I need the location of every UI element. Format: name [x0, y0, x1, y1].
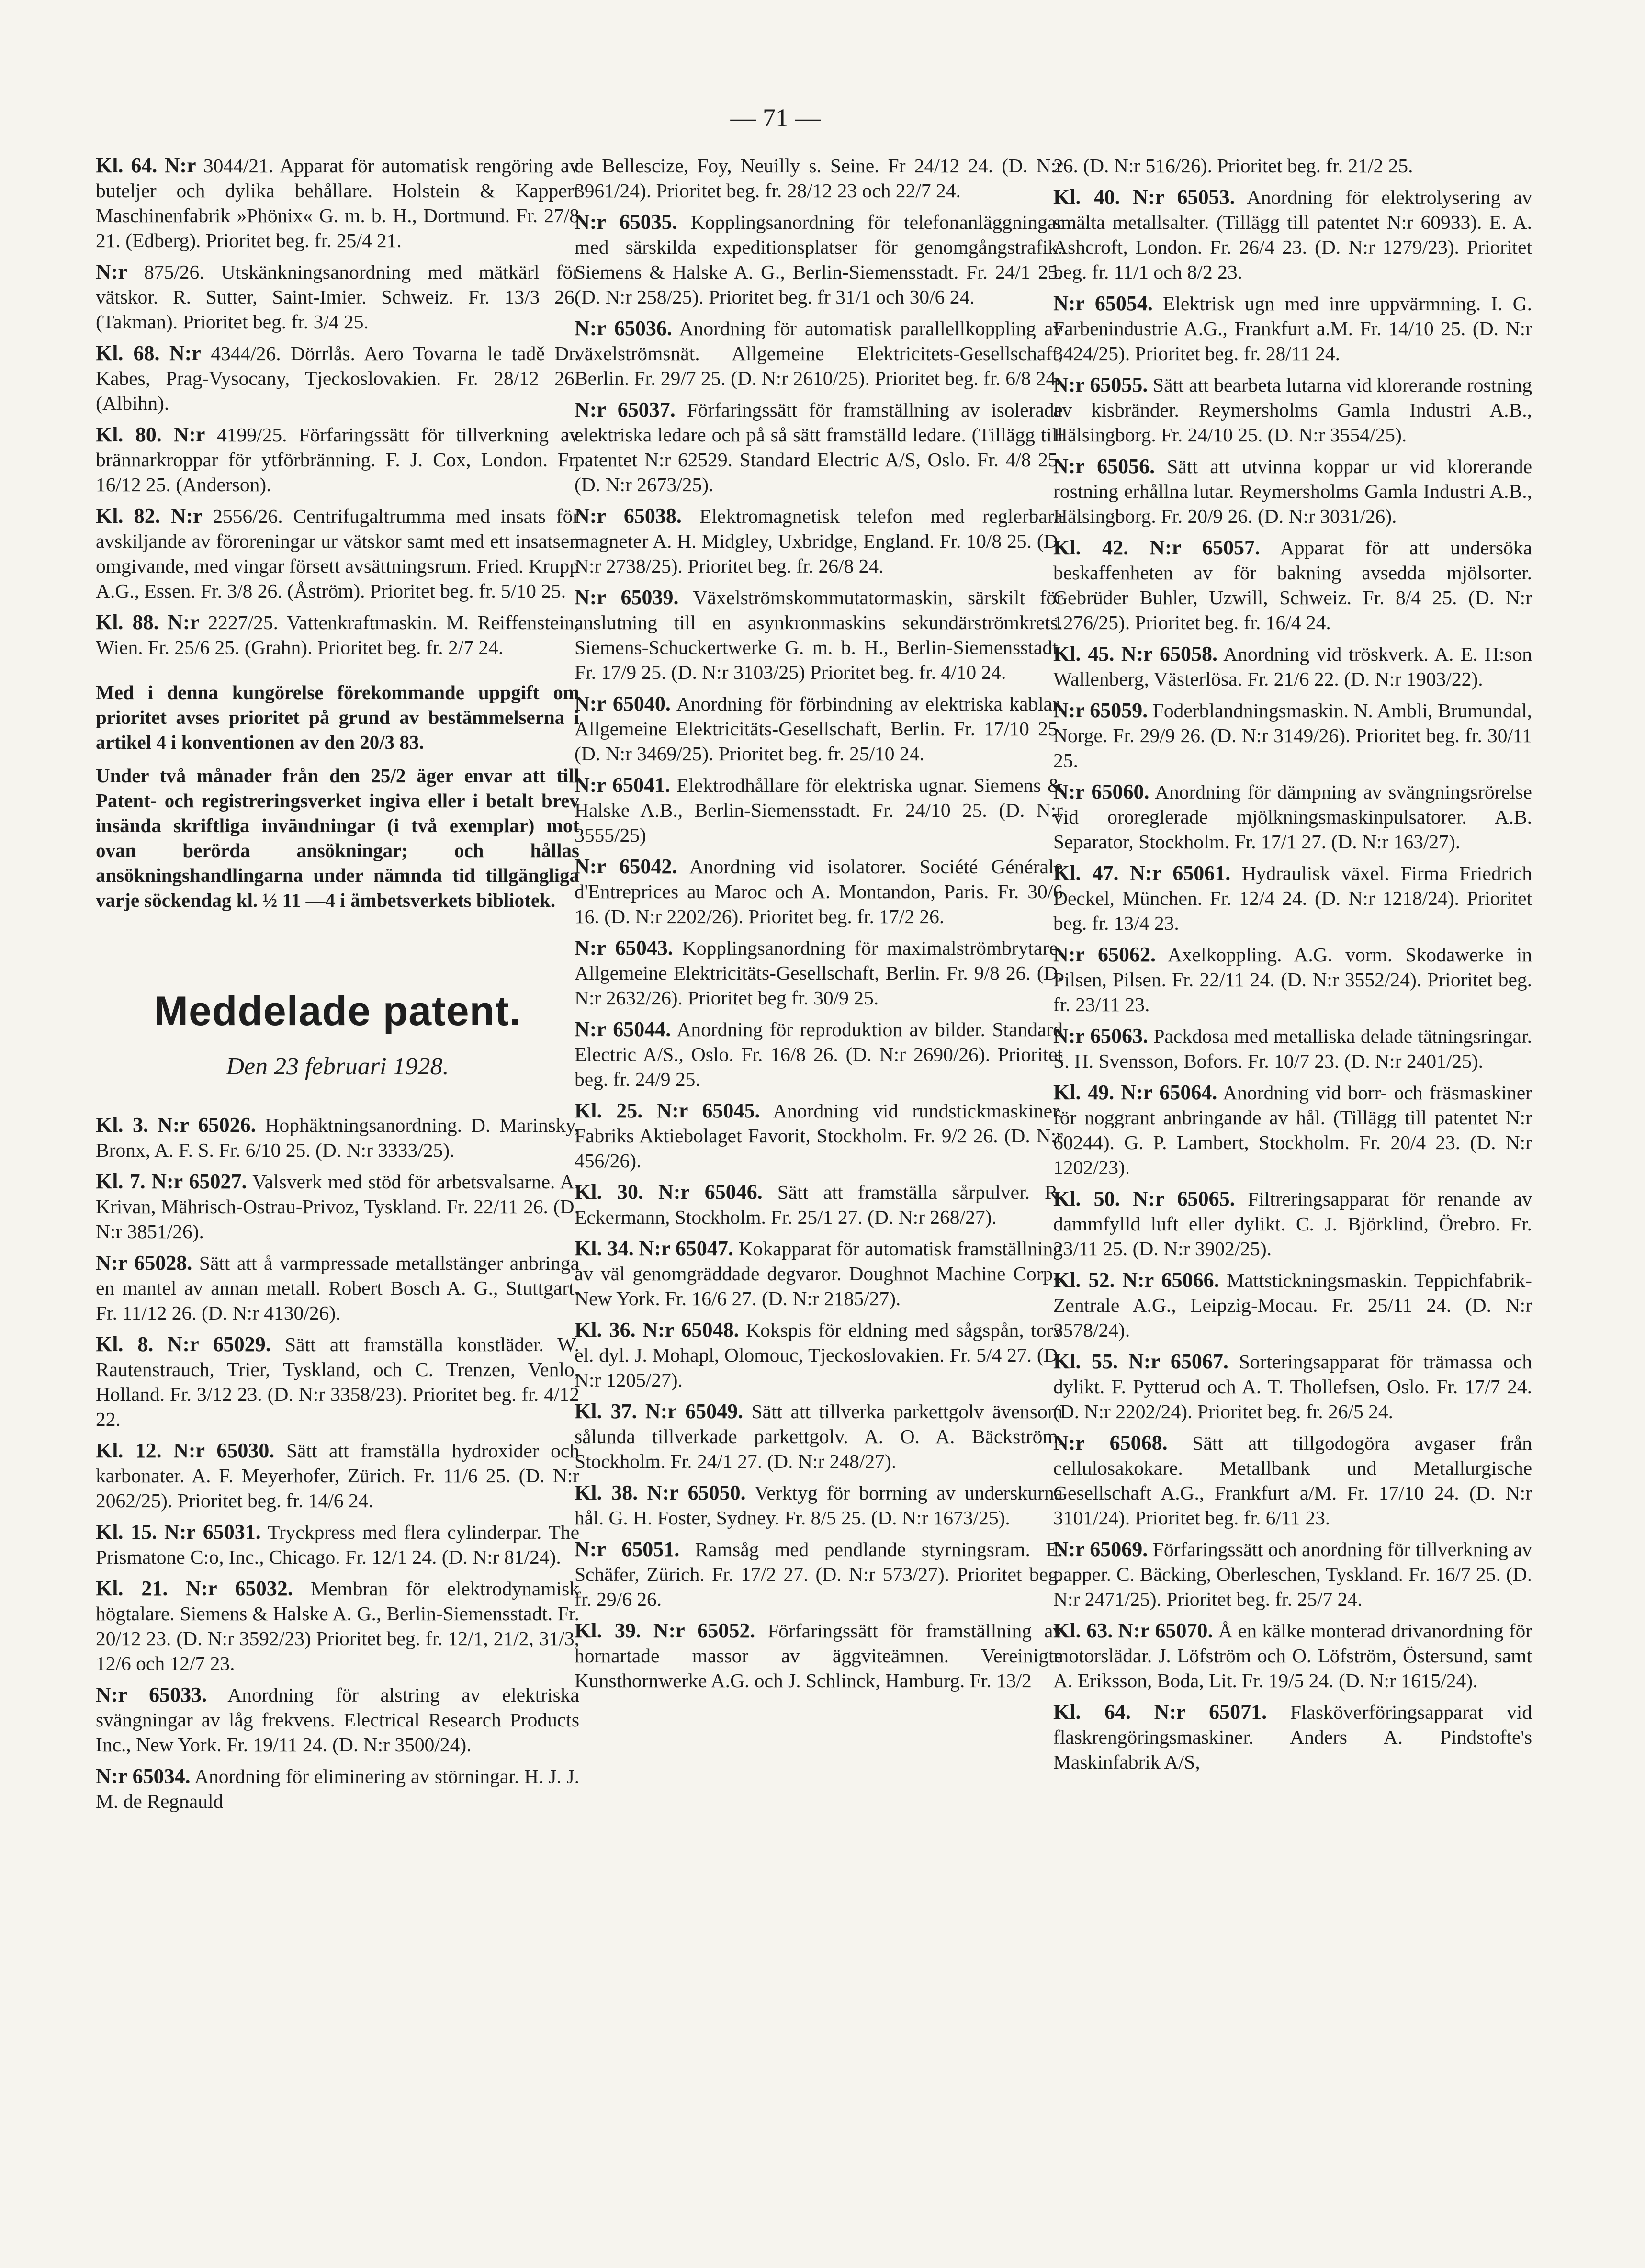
class-label: Kl. 80.: [96, 423, 162, 446]
objection-notice: Under två månader från den 25/2 äger envar att till Patent- och registreringsverket ingiva eller i betalt brev insända skriftliga invändningar (i två exemplar) mot ovan berörda ansökningar; och hållas ansökningshandlingarna under nämnda tid tillgängliga varje söckendag kl. ½ 11 —4 i ämbetsverkets bibliotek.: [96, 765, 579, 911]
patent-entry: [1053, 535, 1532, 635]
class-label: Kl. 63.: [1053, 1619, 1113, 1642]
class-label: Kl. 34.: [575, 1237, 634, 1260]
patent-entry: [1053, 291, 1532, 366]
entry-text: Sätt att utvinna koppar ur vid klorerande rostning erhållna lutar. Reymersholms Gamla Industri A.B., Hälsingborg. Fr. 20/9 26. (D. N:r 3031/26).: [1053, 455, 1532, 527]
patent-number: N:r 65032.: [185, 1577, 293, 1600]
entry-text: 2556/26. Centrifugaltrumma med insats för avskiljande av föroreningar ur vätskor samt med ett insatsen omgivande, med vingar försett avsättningsrum. Fried. Krupp A.G., Essen. Fr. 3/8 26. (Åström). Prioritet beg. fr. 5/10 25.: [96, 505, 580, 602]
entry-text: 3044/21. Apparat för automatisk rengöring av buteljer och dylika behållare. Holstein & Kappert Maschinenfabrik »Phönix« G. m. b. H., Dortmund. Fr. 27/8 21. (Edberg). Prioritet beg. fr. 25/4 21.: [96, 155, 580, 251]
entry-text: Sätt att framställa konstläder. W. Rautenstrauch, Trier, Tyskland, och C. Trenzen, Venlo, Holland. Fr. 3/12 23. (D. N:r 3358/23). Prioritet beg. fr. 4/12 22.: [96, 1333, 580, 1430]
class-label: Kl. 82.: [96, 504, 160, 528]
patent-entry: [575, 691, 1063, 766]
patent-number: N:r 65064.: [1121, 1081, 1217, 1104]
entry-text: Anordning för reproduktion av bilder. Standard Electric A/S., Oslo. Fr. 16/8 26. (D. N:r 2690/26). Prioritet beg. fr. 24/9 25.: [575, 1018, 1063, 1090]
patent-number: N:r 65028.: [96, 1251, 192, 1275]
entry-text: Elektrodhållare för elektriska ugnar. Siemens & Halske A.B., Berlin-Siemensstadt. Fr. 24/10 25. (D. N:r 3555/25): [575, 774, 1063, 846]
patent-entry: [96, 1576, 579, 1676]
entry-text: Hophäktningsanordning. D. Marinsky, Bronx, A. F. S. Fr. 6/10 25. (D. N:r 3333/25).: [96, 1114, 579, 1161]
class-label: Kl. 3.: [96, 1113, 148, 1137]
patent-entry: [1053, 185, 1532, 284]
patent-number: N:r 65047.: [639, 1237, 733, 1260]
patent-number: N:r 65041.: [575, 773, 670, 797]
patent-number: N:r 65066.: [1122, 1268, 1219, 1292]
column-1: [96, 153, 579, 1820]
granted-patents-list-2: [575, 153, 1063, 1693]
granted-patents-list-1: [96, 1113, 579, 1814]
entry-text: 875/26. Utskänkningsanordning med mätkärl för vätskor. R. Sutter, Saint-Imier. Schweiz. Fr. 13/3 26. (Takman). Prioritet beg. fr. 3/4 25.: [96, 261, 580, 333]
granted-patents-list-3: [1053, 153, 1532, 1774]
patent-entry: [96, 610, 579, 660]
entry-text: Sätt att framställa hydroxider och karbonater. A. F. Meyerhofer, Zürich. Fr. 11/6 25. (D. N:r 2062/25). Prioritet beg. fr. 14/6 24.: [96, 1440, 580, 1512]
patent-entry: [1053, 1431, 1532, 1530]
patent-entry: [575, 936, 1063, 1010]
class-label: Kl. 88.: [96, 610, 159, 634]
patent-number: N:r 65027.: [151, 1170, 247, 1193]
entry-text: Anordning för förbindning av elektriska kablar. Allgemeine Elektricitäts-Gesellschaft, Berlin. Fr. 17/10 25. (D. N:r 3469/25). Prioritet beg. fr. 25/10 24.: [575, 693, 1063, 765]
patent-number: N:r 65055.: [1053, 373, 1148, 396]
page-number: — 71 —: [730, 103, 821, 132]
patent-number: N:r: [173, 423, 205, 446]
patent-number: N:r 65030.: [173, 1439, 275, 1462]
entry-text: Anordning vid borr- och fräsmaskiner för noggrant anbringande av hål. (Tillägg till patentet N:r 60244). G. P. Lambert, Stockholm. Fr. 20/4 23. (D. N:r 1202/23).: [1053, 1082, 1532, 1178]
patent-entry: [575, 504, 1063, 578]
patent-number: N:r 65054.: [1053, 292, 1153, 315]
column-2: [575, 153, 1063, 1700]
patent-entry: [96, 153, 579, 253]
entry-text: Foderblandningsmaskin. N. Ambli, Brumundal, Norge. Fr. 29/9 26. (D. N:r 3149/26). Prioritet beg. fr. 30/11 25.: [1053, 700, 1532, 771]
patent-entry: [575, 1618, 1063, 1693]
class-label: Kl. 39.: [575, 1619, 641, 1642]
entry-text: Mattstickningsmaskin. Teppichfabrik-Zentrale A.G., Leipzig-Mocau. Fr. 25/11 24. (D. N:r 3578/24).: [1053, 1269, 1532, 1341]
patent-entry: [1053, 779, 1532, 854]
patent-number: N:r 65059.: [1053, 699, 1148, 722]
patent-entry: [1053, 1618, 1532, 1693]
patent-number: N:r 65038.: [575, 504, 682, 528]
date-heading: Den 23 februari 1928.: [226, 1053, 449, 1080]
class-label: Kl. 30.: [575, 1180, 644, 1204]
patent-entry: [1053, 642, 1532, 691]
entry-text: Förfaringssätt för framställning av hornartade massor av äggviteämnen. Vereinigte Kunsthornwerke A.G. och J. Schlinck, Hamburg. Fr. 13/2: [575, 1620, 1063, 1692]
entry-text: Hydraulisk växel. Firma Friedrich Deckel, München. Fr. 12/4 24. (D. N:r 1218/24). Prioritet beg. fr. 13/4 23.: [1053, 862, 1532, 934]
patent-entry: [575, 1180, 1063, 1230]
patent-entry: [1053, 153, 1532, 178]
patent-entry: [575, 210, 1063, 309]
pending-applications-list: [96, 153, 579, 660]
entry-text: Elektrisk ugn med inre uppvärmning. I. G. Farbenindustrie A.G., Frankfurt a.M. Fr. 14/10 25. (D. N:r 3424/25). Prioritet beg. fr. 28/11 24.: [1053, 293, 1532, 364]
patent-number: N:r: [170, 504, 203, 528]
patent-entry: [96, 1438, 579, 1513]
entry-text: Anordning för alstring av elektriska svängningar av låg frekvens. Electrical Research Products Inc., New York. Fr. 19/11 24. (D. N:r 3500/24).: [96, 1684, 579, 1756]
entry-text: Å en kälke monterad drivanordning för motorslädar. J. Löfström och O. Löfström, Östersund, samt A. Eriksson, Boda, Lit. Fr. 19/5 24. (D. N:r 1615/24).: [1053, 1620, 1532, 1692]
entry-text: Kopplingsanordning för maximalströmbrytare. Allgemeine Elektricitäts-Gesellschaft, Berlin. Fr. 9/8 26. (D. N:r 2632/26). Prioritet beg fr. 30/9 25.: [575, 937, 1063, 1009]
entry-text: Elektromagnetisk telefon med reglerbara magneter A. H. Midgley, Uxbridge, England. Fr. 10/8 25. (D. N:r 2738/25). Prioritet beg. fr. 26/8 24.: [575, 505, 1063, 577]
class-label: Kl. 68.: [96, 341, 160, 365]
patent-number: N:r: [164, 154, 196, 177]
patent-entry: [96, 1251, 579, 1325]
class-label: Kl. 25.: [575, 1099, 643, 1122]
patent-entry: [575, 773, 1063, 847]
patent-number: N:r 65033.: [96, 1683, 207, 1706]
patent-entry: [1053, 1080, 1532, 1180]
entry-text: Förfaringssätt för framställning av isolerade elektriska ledare och på så sätt framställd ledare. (Tillägg till patentet N:r 62529. Standard Electric A/S, Oslo. Fr. 4/8 25. (D. N:r 2673/25).: [575, 399, 1063, 496]
patent-number: N:r 65039.: [575, 586, 679, 609]
section-title: Meddelade patent.: [154, 988, 521, 1034]
patent-number: N:r 65067.: [1128, 1350, 1228, 1373]
entry-text: Packdosa med metalliska delade tätningsringar. S. H. Svensson, Bofors. Fr. 10/7 23. (D. N:r 2401/25).: [1053, 1025, 1532, 1072]
entry-text: Sätt att framställa sårpulver. R. Eckermann, Stockholm. Fr. 25/1 27. (D. N:r 268/27).: [575, 1181, 1063, 1228]
entry-text: Apparat för att undersöka beskaffenheten av för bakning avsedda mjölsorter. Gebrüder Buhler, Uzwill, Schweiz. Fr. 8/4 25. (D. N:r 1276/25). Prioritet beg. fr. 16/4 24.: [1053, 537, 1532, 633]
class-label: Kl. 50.: [1053, 1187, 1120, 1210]
class-label: Kl. 47.: [1053, 861, 1119, 885]
patent-entry: [575, 1017, 1063, 1092]
column-3: [1053, 153, 1532, 1781]
patent-entry: [96, 1520, 579, 1569]
patent-entry: [575, 1236, 1063, 1311]
patent-entry: [575, 153, 1063, 203]
patent-entry: [1053, 1268, 1532, 1343]
patent-entry: [1053, 1024, 1532, 1073]
patent-number: N:r 65046.: [658, 1180, 763, 1204]
patent-number: N:r 65069.: [1053, 1537, 1148, 1561]
class-label: Kl. 21.: [96, 1577, 168, 1600]
entry-text: Anordning för automatisk parallellkoppling av växelströmsnät. Allgemeine Elektricitets-Gesellschaft, Berlin. Fr. 29/7 25. (D. N:r 2610/25). Prioritet beg. fr. 6/8 24.: [575, 317, 1063, 389]
entry-text: Filtreringsapparat för renande av dammfylld luft eller dylikt. C. J. Björklind, Örebro. Fr. 23/11 25. (D. N:r 3902/25).: [1053, 1188, 1532, 1260]
class-label: Kl. 55.: [1053, 1350, 1118, 1373]
patent-entry: [1053, 698, 1532, 773]
patent-entry: [575, 1098, 1063, 1173]
class-label: Kl. 8.: [96, 1332, 154, 1356]
class-label: Kl. 7.: [96, 1170, 146, 1193]
patent-number: N:r 65070.: [1118, 1619, 1213, 1642]
patent-entry: [96, 504, 579, 603]
patent-number: N:r 65051.: [575, 1537, 680, 1561]
patent-number: N:r: [168, 610, 200, 634]
patent-entry: [1053, 454, 1532, 529]
class-label: Kl. 42.: [1053, 536, 1129, 559]
patent-number: N:r 65026.: [157, 1113, 256, 1137]
patent-number: N:r 65044.: [575, 1017, 671, 1041]
entry-text: Sorteringsapparat för trämassa och dylikt. F. Pytterud och A. T. Thollefsen, Oslo. Fr. 17/7 24. (D. N:r 2202/24). Prioritet beg. fr. 26/5 24.: [1053, 1351, 1532, 1422]
patent-entry: [96, 1332, 579, 1432]
patent-number: N:r 65053.: [1133, 185, 1235, 209]
patent-number: N:r 65056.: [1053, 454, 1155, 478]
class-label: Kl. 49.: [1053, 1081, 1115, 1104]
patent-number: N:r 65037.: [575, 398, 676, 421]
patent-number: N:r 65049.: [645, 1399, 744, 1423]
entry-text: Kokapparat för automatisk framställning av väl genomgräddade degvaror. Doughnot Machine Corp., New York. Fr. 16/6 27. (D. N:r 2185/27).: [575, 1238, 1063, 1309]
patent-number: N:r: [169, 341, 201, 365]
patent-entry: [96, 341, 579, 416]
patent-number: N:r 65035.: [575, 210, 677, 234]
patent-entry: [1053, 1700, 1532, 1774]
patent-entry: [1053, 372, 1532, 447]
patent-entry: [96, 422, 579, 497]
patent-entry: [96, 1113, 579, 1162]
class-label: Kl. 52.: [1053, 1268, 1115, 1292]
patent-entry: [575, 316, 1063, 391]
entry-text: Kokspis för eldning med sågspån, torv el. dyl. J. Mohapl, Olomouc, Tjeckoslovakien. Fr. 5/4 27. (D. N:r 1205/27).: [575, 1319, 1063, 1391]
patent-number: N:r 65057.: [1149, 536, 1261, 559]
class-label: Kl. 12.: [96, 1439, 162, 1462]
class-label: Kl. 45.: [1053, 642, 1115, 666]
patent-entry: [1053, 1349, 1532, 1424]
patent-entry: [1053, 1186, 1532, 1261]
patent-number: N:r 65048.: [642, 1318, 739, 1342]
patent-number: N:r 65058.: [1121, 642, 1218, 666]
class-label: Kl. 40.: [1053, 185, 1120, 209]
patent-entry: [1053, 942, 1532, 1017]
entry-text: Anordning vid isolatorer. Société Générale d'Entreprices au Maroc och A. Montandon, Paris. Fr. 30/6 16. (D. N:r 2202/26). Prioritet beg. fr. 17/2 26.: [575, 856, 1063, 927]
class-label: Kl. 64.: [96, 154, 158, 177]
entry-text: Anordning vid tröskverk. A. E. H:son Wallenberg, Västerlösa. Fr. 21/6 22. (D. N:r 1903/22).: [1053, 643, 1532, 690]
class-label: Kl. 37.: [575, 1399, 637, 1423]
entry-text: 2227/25. Vattenkraftmaskin. M. Reiffenstein, Wien. Fr. 25/6 25. (Grahn). Prioritet beg. fr. 2/7 24.: [96, 611, 580, 658]
patent-entry: [575, 854, 1063, 929]
patent-entry: [96, 1764, 579, 1814]
patent-number: N:r 65065.: [1133, 1187, 1235, 1210]
entry-text: Sätt att bearbeta lutarna vid klorerande rostning av kisbränder. Reymersholms Gamla Industri A.B., Hälsingborg. Fr. 24/10 25. (D. N:r 3554/25).: [1053, 374, 1532, 446]
patent-number: N:r 65036.: [575, 316, 672, 340]
entry-text: Membran för elektrodynamisk högtalare. Siemens & Halske A. G., Berlin-Siemensstadt. Fr. 20/12 23. (D. N:r 3592/23) Prioritet beg. fr. 12/1, 21/2, 31/3, 12/6 och 12/7 23.: [96, 1578, 580, 1674]
patent-entry: [1053, 861, 1532, 936]
entry-text: 4344/26. Dörrlås. Aero Tovarna le tadě Dr. Kabes, Prag-Vysocany, Tjeckoslovakien. Fr. 28/12 26. (Albihn).: [96, 342, 580, 414]
patent-number: N:r 65050.: [647, 1481, 746, 1504]
entry-text: Verktyg för borrning av underskurna hål. G. H. Foster, Sydney. Fr. 8/5 25. (D. N:r 1673/25).: [575, 1482, 1063, 1529]
entry-text: Valsverk med stöd för arbetsvalsarne. A. Krivan, Mährisch-Ostrau-Privoz, Tyskland. Fr. 22/11 26. (D. N:r 3851/26).: [96, 1171, 579, 1242]
patent-entry: [96, 1682, 579, 1757]
entry-text: 4199/25. Förfaringssätt för tillverkning av brännarkroppar för ytförbränning. F. J. Cox, London. Fr. 16/12 25. (Anderson).: [96, 424, 580, 496]
entry-text: de Bellescize, Foy, Neuilly s. Seine. Fr 24/12 24. (D. N:r 3961/24). Prioritet beg. fr. 28/12 23 och 22/7 24.: [575, 155, 1063, 202]
entry-text: 26. (D. N:r 516/26). Prioritet beg. fr. 21/2 25.: [1053, 155, 1413, 177]
class-label: Kl. 38.: [575, 1481, 638, 1504]
patent-entry: [575, 1318, 1063, 1392]
patent-number: N:r 65071.: [1154, 1700, 1267, 1724]
patent-number: N:r: [96, 260, 127, 283]
class-label: Kl. 36.: [575, 1318, 636, 1342]
entry-text: Växelströmskommutatormaskin, särskilt för anslutning till en asynkronmaskins sekundärströmkrets. Siemens-Schuckertwerke G. m. b. H., Berlin-Siemensstadt. Fr. 17/9 25. (D. N:r 3103/25) Prioritet beg. fr. 4/10 24.: [575, 587, 1063, 683]
patent-number: N:r 65068.: [1053, 1431, 1168, 1455]
patent-entry: [575, 1399, 1063, 1474]
class-label: Kl. 15.: [96, 1520, 158, 1544]
patent-entry: [96, 1169, 579, 1244]
entry-text: Sätt att tillgodogöra avgaser från cellulosakokare. Metallbank und Metallurgische Gesellschaft A.G., Frankfurt a/M. Fr. 17/10 24. (D. N:r 3101/24). Prioritet beg. fr. 6/11 23.: [1053, 1432, 1532, 1529]
entry-text: Ramsåg med pendlande styrningsram. E. Schäfer, Zürich. Fr. 17/2 27. (D. N:r 573/27). Prioritet beg. fr. 29/6 26.: [575, 1538, 1063, 1610]
entry-text: Kopplingsanordning för telefonanläggningar med särskilda expeditionsplatser för genomgångstrafik. Siemens & Halske A. G., Berlin-Siemensstadt. Fr. 24/1 25. (D. N:r 258/25). Prioritet beg. fr 31/1 och 30/6 24.: [575, 211, 1063, 308]
patent-number: N:r 65063.: [1053, 1024, 1149, 1048]
patent-entry: [575, 1480, 1063, 1530]
patent-number: N:r 65045.: [656, 1099, 760, 1122]
patent-number: N:r 65040.: [575, 692, 671, 715]
priority-notice: Med i denna kungörelse förekommande uppgift om prioritet avses prioritet på grund av bestämmelserna i artikel 4 i konventionen av den 20/3 83.: [96, 681, 579, 753]
entry-text: Sätt att å varmpressade metallstänger anbringa en mantel av annan metall. Robert Bosch A. G., Stuttgart. Fr. 11/12 26. (D. N:r 4130/26).: [96, 1252, 579, 1324]
patent-number: N:r 65029.: [167, 1332, 271, 1356]
patent-number: N:r 65042.: [575, 855, 677, 878]
patent-entry: [575, 585, 1063, 685]
patent-entry: [575, 397, 1063, 497]
patent-number: N:r 65043.: [575, 936, 673, 959]
entry-text: Anordning för dämpning av svängningsrörelse vid ororeglerade mjölkningsmaskinpulsatorer. A.B. Separator, Stockholm. Fr. 17/1 27. (D. N:r 163/27).: [1053, 781, 1532, 853]
patent-number: N:r 65060.: [1053, 780, 1149, 803]
patent-number: N:r 65034.: [96, 1764, 191, 1788]
patent-entry: [575, 1537, 1063, 1612]
entry-text: Anordning vid rundstickmaskiner. Fabriks Aktiebolaget Favorit, Stockholm. Fr. 9/2 26. (D. N:r 456/26).: [575, 1100, 1063, 1172]
entry-text: Sätt att tillverka parkettgolv ävensom sålunda tillverkade parkettgolv. A. O. A. Bäckström, Stockholm. Fr. 24/1 27. (D. N:r 248/27).: [575, 1400, 1063, 1472]
class-label: Kl. 64.: [1053, 1700, 1131, 1724]
patent-entry: [96, 260, 579, 334]
patent-number: N:r 65061.: [1130, 861, 1231, 885]
patent-number: N:r 65062.: [1053, 943, 1156, 966]
entry-text: Flasköverföringsapparat vid flaskrengöringsmaskiner. Anders A. Pindstofte's Maskinfabrik A/S,: [1053, 1701, 1532, 1773]
patent-entry: [1053, 1537, 1532, 1612]
entry-text: Förfaringssätt och anordning för tillverkning av papper. C. Bäcking, Oberleschen, Tyskland. Fr. 16/7 25. (D. N:r 2471/25). Prioritet beg. fr. 25/7 24.: [1053, 1538, 1532, 1610]
entry-text: Tryckpress med flera cylinderpar. The Prismatone C:o, Inc., Chicago. Fr. 12/1 24. (D. N:r 81/24).: [96, 1521, 579, 1568]
entry-text: Anordning för eliminering av störningar. H. J. J. M. de Regnauld: [96, 1765, 579, 1812]
patent-number: N:r 65031.: [164, 1520, 261, 1544]
entry-text: Anordning för elektrolysering av smälta metallsalter. (Tillägg till patentet N:r 60933). E. A. Ashcroft, London. Fr. 26/4 23. (D. N:r 1279/23). Prioritet beg. fr. 11/1 och 8/2 23.: [1053, 186, 1532, 283]
entry-text: Axelkoppling. A.G. vorm. Skodawerke in Pilsen, Pilsen. Fr. 22/11 24. (D. N:r 3552/24). Prioritet beg. fr. 23/11 23.: [1053, 944, 1532, 1016]
patent-number: N:r 65052.: [653, 1619, 755, 1642]
